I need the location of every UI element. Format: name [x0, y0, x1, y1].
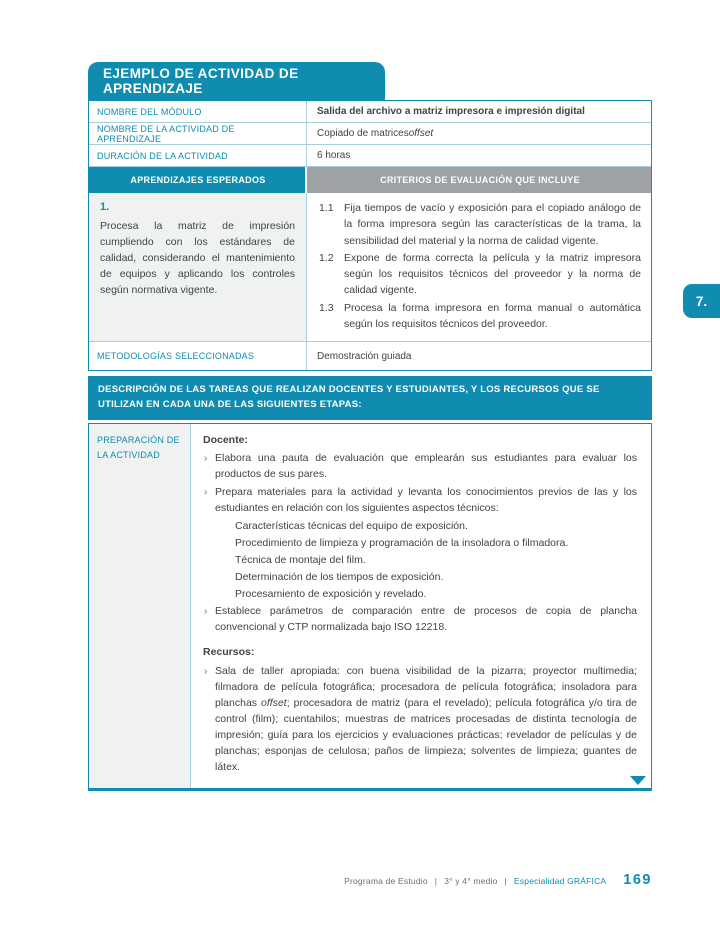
list-item-text: Prepara materiales para la actividad y levanta los conocimientos previos de las y los estudiantes en relación con los siguientes aspectos técnicos: — [215, 486, 637, 515]
list-item-text: Establece parámetros de comparación entre de procesos de copia de plancha convencional y CTP normalizada bajo ISO 12218. — [215, 605, 637, 633]
module-value: Salida del archivo a matriz impresora e impresión digital — [317, 106, 585, 117]
expected-learning-cell — [89, 193, 307, 341]
list-item-text: Elabora una pauta de evaluación que emplearán sus estudiantes para evaluar los productos de sus pares. — [215, 452, 637, 481]
page-number: 169 — [623, 872, 652, 888]
resources-text — [215, 664, 637, 776]
chapter-tab: 7. — [683, 284, 720, 318]
description-banner: DESCRIPCIÓN DE LAS TAREAS QUE REALIZAN DOCENTES Y ESTUDIANTES, Y LOS RECURSOS QUE SE UTILIZAN EN CADA UNA DE LAS SIGUIENTES ETAPAS: — [88, 376, 652, 419]
resources-text-italic: offset — [261, 696, 287, 709]
preparation-label: PREPARACIÓN DE LA ACTIVIDAD — [89, 424, 191, 788]
criteria-cell — [307, 193, 651, 341]
table-row-methodology — [89, 342, 651, 370]
activity-name-text: Copiado de matrices — [317, 128, 409, 139]
criterion-number: 1.3 — [319, 301, 334, 314]
methodology-value: Demostración guiada — [317, 350, 412, 362]
methodology-label: METODOLOGÍAS SELECCIONADAS — [89, 342, 307, 370]
duration-label: DURACIÓN DE LA ACTIVIDAD — [89, 145, 307, 166]
footer-separator: | — [504, 876, 507, 886]
table-row-module — [89, 101, 651, 123]
list-item — [203, 664, 637, 776]
expected-learning-number: 1. — [100, 201, 110, 213]
footer-speciality: Especialidad GRÁFICA — [513, 876, 607, 886]
expected-learning-text: Procesa la matriz de impresión cumpliendo con los estándares de calidad, considerando el mantenimiento de equipos y aplicando los controles según normativa vigente. — [100, 220, 295, 296]
footer — [344, 872, 652, 888]
criterion-text: Fija tiempos de vacío y exposición para el copiado análogo de la forma impresora según las características de la trama, la sensibilidad del material y la norma de calidad vigente. — [344, 202, 641, 247]
table-row-activity-name — [89, 123, 651, 145]
bullet-icon: › — [204, 487, 208, 499]
activity-name-label: NOMBRE DE LA ACTIVIDAD DE APRENDIZAJE — [89, 123, 307, 144]
bullet-icon: › — [204, 606, 208, 618]
footer-program: Programa de Estudio — [344, 876, 428, 886]
list-item — [203, 485, 637, 517]
table-header-row — [89, 167, 651, 193]
criterion-item — [319, 300, 641, 333]
bullet-icon: › — [204, 453, 208, 465]
sub-list-item: Técnica de montaje del film. — [235, 554, 366, 567]
sub-list-item: Procesamiento de exposición y revelado. — [235, 588, 427, 601]
learning-content-row — [89, 193, 651, 342]
activity-name-value — [307, 123, 651, 144]
bullet-icon: › — [204, 665, 208, 677]
continuation-arrow-icon — [630, 776, 646, 785]
module-label: NOMBRE DEL MÓDULO — [89, 101, 307, 122]
resources-text-part1: Sala de taller apropiada: con buena visibilidad de la pizarra; proyector multimedia; filmadora de película fotográfica; procesadora de película fotográfica; insoladora para planchas — [215, 664, 637, 709]
table-row-duration — [89, 145, 651, 167]
preparation-table — [88, 423, 652, 791]
footer-separator: | — [434, 876, 438, 886]
criterion-number: 1.2 — [319, 251, 334, 264]
sub-list-item: Determinación de los tiempos de exposición. — [235, 571, 444, 584]
list-item — [203, 604, 637, 636]
criterion-number: 1.1 — [319, 202, 334, 214]
resources-heading: Recursos: — [203, 645, 255, 658]
sub-list-item: Procedimiento de limpieza y programación de la insoladora o filmadora. — [235, 537, 569, 550]
expected-learning-header: APRENDIZAJES ESPERADOS — [89, 167, 307, 193]
activity-info-table — [88, 100, 652, 371]
duration-value: 6 horas — [317, 150, 351, 161]
footer-grade: 3° y 4° medio — [444, 876, 498, 886]
page-title: EJEMPLO DE ACTIVIDAD DE APRENDIZAJE — [103, 66, 299, 96]
criterion-item — [319, 250, 641, 299]
page-title-tab — [88, 62, 385, 100]
sub-list-item: Características técnicas del equipo de exposición. — [235, 520, 468, 533]
list-item — [203, 451, 637, 483]
preparation-content — [191, 424, 651, 788]
evaluation-criteria-header: CRITERIOS DE EVALUACIÓN QUE INCLUYE — [307, 167, 651, 193]
teacher-heading: Docente: — [203, 433, 248, 446]
criterion-text: Expone de forma correcta la película y la matriz impresora según los requisitos técnicos del proveedor y la norma de calidad vigente. — [344, 251, 641, 297]
criterion-text: Procesa la forma impresora en forma manual o automática según los requisitos técnicos del proveedor. — [344, 301, 641, 330]
page-content — [88, 62, 652, 791]
criterion-item — [319, 200, 641, 249]
resources-text-part2: ; procesadora de matriz (para el revelado); película fotográfica y/o tira de control (film); cuentahilos; muestras de matrices procesadas de distinta tecnología de impresión; guía para los ejercicios y evaluaciones prácticas; revelador de películas y de planchas; esponjas de celulosa; paños de limpieza; solventes de limpieza; guantes de látex. — [215, 696, 637, 773]
activity-name-italic: offset — [408, 128, 434, 139]
